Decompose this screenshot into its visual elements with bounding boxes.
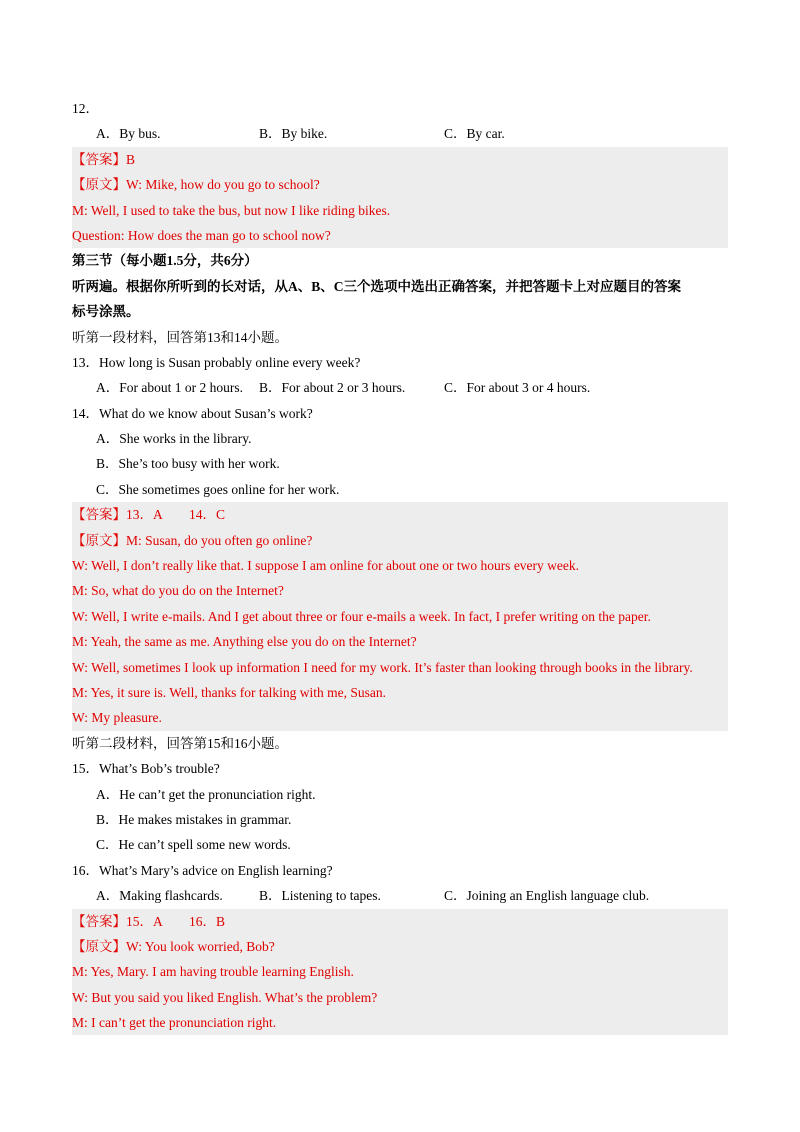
transcript-line: 【原文】W: You look worried, Bob?: [72, 938, 275, 954]
question-13-options: [72, 375, 728, 400]
section-instructions-cont: 标号涂黑。: [72, 304, 140, 320]
option-c: C．For about 3 or 4 hours.: [444, 380, 591, 396]
option-a: A．Making flashcards.: [96, 888, 223, 904]
answer-block-13-14: [72, 502, 728, 731]
answer-tag: 【答案】B: [72, 151, 136, 167]
passage-1-intro: 听第一段材料，回答第13和14小题。: [72, 329, 288, 345]
option-c: C．By car.: [444, 126, 505, 142]
option-b: B．By bike.: [259, 126, 328, 142]
transcript-line: Question: How does the man go to school now?: [72, 227, 331, 243]
option-c: C．He can’t spell some new words.: [96, 837, 291, 853]
transcript-line: W: My pleasure.: [72, 710, 162, 726]
transcript-line: W: But you said you liked English. What’s the problem?: [72, 989, 378, 1005]
transcript-line: M: So, what do you do on the Internet?: [72, 583, 284, 599]
section-instructions: 听两遍。根据你所听到的长对话，从A、B、C三个选项中选出正确答案，并把答题卡上对应题目的答案: [72, 278, 682, 294]
exam-page: [72, 96, 728, 1035]
transcript-line: W: Well, I write e-mails. And I get about three or four e-mails a week. In fact, I prefer writing on the paper.: [72, 608, 651, 624]
answer-block-15-16: [72, 909, 728, 1036]
passage-2-intro: 听第二段材料，回答第15和16小题。: [72, 735, 288, 751]
answer-tag: 【答案】15．A 16．B: [72, 913, 226, 929]
transcript-line: M: Yes, Mary. I am having trouble learning English.: [72, 964, 354, 980]
question-15-text: 15．What’s Bob’s trouble?: [72, 761, 220, 777]
transcript-line: M: Well, I used to take the bus, but now I like riding bikes.: [72, 202, 391, 218]
option-a: A．She works in the library.: [96, 431, 252, 447]
transcript-tag: 【原文】: [72, 938, 126, 954]
option-b: B．He makes mistakes in grammar.: [96, 811, 292, 827]
answer-block-12: [72, 147, 728, 249]
question-13-text: 13．How long is Susan probably online every week?: [72, 354, 361, 370]
question-16-options: [72, 883, 728, 908]
option-c: C．Joining an English language club.: [444, 888, 650, 904]
transcript-line: M: Yeah, the same as me. Anything else you do on the Internet?: [72, 634, 417, 650]
question-14-text: 14．What do we know about Susan’s work?: [72, 405, 313, 421]
option-b: B．Listening to tapes.: [259, 888, 381, 904]
option-b: B．For about 2 or 3 hours.: [259, 380, 406, 396]
transcript-line: W: Well, sometimes I look up information I need for my work. It’s faster than looking through books in the library.: [72, 659, 693, 675]
option-c: C．She sometimes goes online for her work.: [96, 481, 340, 497]
question-16-text: 16．What’s Mary’s advice on English learning?: [72, 862, 333, 878]
option-a: A．By bus.: [96, 126, 161, 142]
transcript-line: 【原文】W: Mike, how do you go to school?: [72, 177, 320, 193]
transcript-line: W: Well, I don’t really like that. I suppose I am online for about one or two hours every week.: [72, 558, 580, 574]
option-b: B．She’s too busy with her work.: [96, 456, 280, 472]
transcript-tag: 【原文】: [72, 532, 126, 548]
question-12-number: 12．: [72, 101, 99, 116]
option-a: A．For about 1 or 2 hours.: [96, 380, 243, 396]
option-a: A．He can’t get the pronunciation right.: [96, 786, 316, 802]
transcript-line: 【原文】M: Susan, do you often go online?: [72, 532, 313, 548]
transcript-line: M: I can’t get the pronunciation right.: [72, 1015, 277, 1031]
transcript-line: M: Yes, it sure is. Well, thanks for talking with me, Susan.: [72, 684, 387, 700]
answer-tag: 【答案】13．A 14．C: [72, 507, 226, 523]
transcript-tag: 【原文】: [72, 177, 126, 193]
section-title: 第三节（每小题1.5分，共6分）: [72, 253, 258, 269]
question-12-options: [72, 121, 728, 146]
